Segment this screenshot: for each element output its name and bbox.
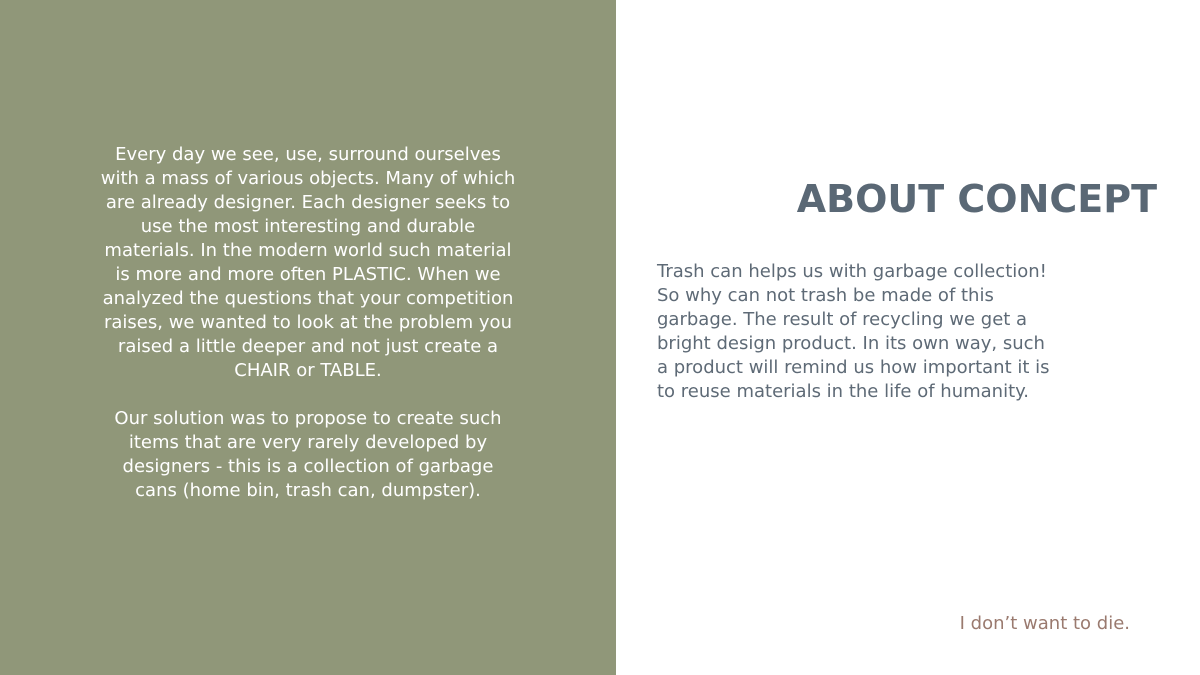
intro-paragraph-2: Our solution was to propose to create such items that are very rarely developed by designers - this is a collection of garbage cans (home bin, trash can, dumpster). (114, 408, 502, 501)
tagline: I don’t want to die. (959, 613, 1130, 634)
intro-paragraph-1: Every day we see, use, surround ourselves with a mass of various objects. Many of which are already designer. Each designer seeks to use the most interesting and durable materials. In the modern world such material is more and more often PLASTIC. When we analyzed the questions that your competition raises, we wanted to look at the problem you raised a little deeper and not just create a CHAIR or TABLE. (100, 144, 516, 381)
page-title: ABOUT CONCEPT (796, 177, 1157, 221)
intro-text (100, 143, 516, 503)
concept-description: Trash can helps us with garbage collection! So why can not trash be made of this garbage. The result of recycling we get a bright design product. In its own way, such a product will remind us how important it is to reuse materials in the life of humanity. (657, 261, 1050, 402)
